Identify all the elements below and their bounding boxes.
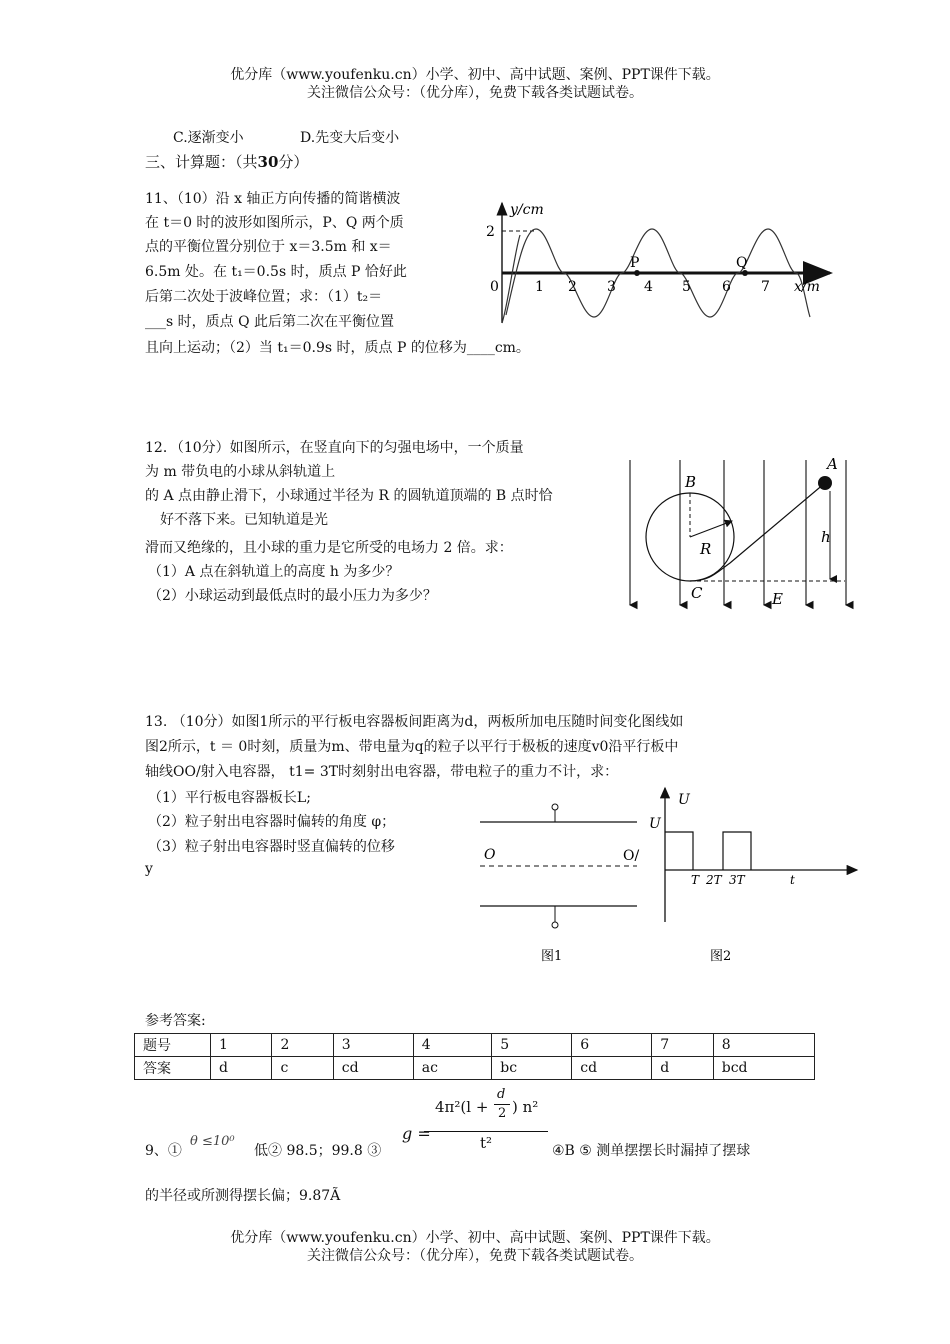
- label-c: C: [691, 584, 703, 602]
- q13-line: 图2所示，t ＝ 0时刻，质量为m、带电量为q的粒子以平行于极板的速度v0沿平行板中: [145, 739, 679, 755]
- formula-d: d: [497, 1087, 506, 1102]
- pulse-2: [723, 832, 751, 870]
- footer-line-2: 关注微信公众号：（优分库），免费下载各类试题试卷。: [307, 1248, 643, 1264]
- wave-start: [502, 235, 520, 323]
- q9-part4: ④B ⑤ 测单摆摆长时漏掉了摆球: [552, 1143, 751, 1159]
- table-cell: 8: [713, 1034, 814, 1057]
- origin-label: 0: [490, 279, 499, 295]
- q12-line: 滑而又绝缘的，且小球的重力是它所受的电场力 2 倍。求：: [145, 540, 513, 556]
- q11-line: 在 t＝0 时的波形如图所示，P、Q 两个质: [145, 215, 404, 231]
- formula-2: 2: [498, 1106, 507, 1121]
- row-label: 题号: [135, 1034, 211, 1057]
- voltage-figure: [645, 780, 865, 970]
- q9-condition: θ ≤10⁰: [190, 1134, 235, 1149]
- q9-part2: 低② 98.5；99.8 ③: [254, 1143, 382, 1159]
- formula-num: 4π²(l +: [435, 1098, 489, 1116]
- wave-figure: [480, 195, 840, 330]
- label-o-prime: O/: [623, 848, 640, 864]
- formula-tail: ) n²: [512, 1098, 539, 1116]
- header-line-2: 关注微信公众号：（优分库），免费下载各类试题试卷。: [307, 85, 643, 101]
- tick-label: 7: [761, 279, 770, 295]
- label-o: O: [484, 847, 496, 863]
- q13-line: （2）粒子射出电容器时偏转的角度 φ；: [148, 814, 396, 830]
- label-r: R: [700, 540, 712, 558]
- table-row: [135, 1034, 815, 1057]
- q11-line: ___s 时，质点 Q 此后第二次在平衡位置: [145, 314, 395, 330]
- loop-track-figure: [620, 455, 855, 615]
- section-suffix: 分）: [278, 153, 309, 171]
- tick-t: T: [691, 873, 700, 887]
- tick-label: 5: [682, 279, 691, 295]
- table-cell: d: [211, 1057, 272, 1080]
- table-row: [135, 1057, 815, 1080]
- q11-line: 且向上运动；（2）当 t₁＝0.9s 时，质点 P 的位移为____cm。: [145, 340, 530, 356]
- table-cell: cd: [333, 1057, 413, 1080]
- section-score: 30: [257, 153, 279, 171]
- label-h: h: [821, 528, 831, 546]
- pulse-1: [665, 832, 693, 870]
- choice-c: C.逐渐变小: [173, 130, 244, 146]
- q13-line: y: [145, 861, 153, 877]
- formula-inner-bar: [494, 1104, 510, 1105]
- radius-arrow: [690, 521, 732, 537]
- tick-label: 6: [722, 279, 731, 295]
- q9-prefix: 9、①: [145, 1143, 182, 1159]
- tick-3t: 3T: [729, 873, 745, 887]
- choice-d: D.先变大后变小: [300, 130, 400, 146]
- table-cell: bc: [492, 1057, 572, 1080]
- q13-line: （1）平行板电容器板长L;: [148, 790, 311, 806]
- y-label: y/cm: [510, 202, 544, 218]
- u-level-label: U: [649, 816, 661, 832]
- capacitor-figure: [475, 800, 650, 970]
- amp-label: 2: [486, 224, 495, 240]
- table-cell: 4: [413, 1034, 492, 1057]
- footer-line-1: 优分库（www.youfenku.cn）小学、初中、高中试题、案例、PPT课件下载。: [230, 1230, 720, 1246]
- formula-g: g =: [402, 1124, 431, 1143]
- answer-table: [134, 1033, 815, 1080]
- row-label: 答案: [135, 1057, 211, 1080]
- formula-fraction-bar: [424, 1131, 548, 1132]
- q11-line: 6.5m 处。在 t₁＝0.5s 时，质点 P 恰好此: [145, 264, 407, 280]
- table-cell: 6: [572, 1034, 652, 1057]
- section-heading: [145, 151, 308, 172]
- x-label: x/m: [794, 279, 820, 295]
- q9-line2: 的半径或所测得摆长偏；9.87Ã: [145, 1188, 341, 1204]
- page-header: [0, 66, 950, 102]
- p-label: P: [630, 255, 640, 271]
- q12-line: 为 m 带负电的小球从斜轨道上: [145, 464, 336, 480]
- t-axis-label: t: [790, 873, 795, 887]
- q13-line: 13. （10分）如图1所示的平行板电容器板间距离为d，两板所加电压随时间变化图线如: [145, 714, 684, 730]
- table-cell: 7: [652, 1034, 713, 1057]
- section-prefix: 三、计算题：（共: [145, 153, 258, 171]
- tick-2t: 2T: [706, 873, 722, 887]
- table-cell: bcd: [713, 1057, 814, 1080]
- q12-line: （1）A 点在斜轨道上的高度 h 为多少？: [148, 564, 400, 580]
- page-footer: [0, 1229, 950, 1265]
- label-a: A: [827, 455, 838, 473]
- table-cell: 3: [333, 1034, 413, 1057]
- fig1-caption: 图1: [541, 949, 563, 964]
- q11-line: 点的平衡位置分别位于 x＝3.5m 和 x＝: [145, 239, 392, 255]
- u-axis-label: U: [678, 792, 690, 808]
- bottom-terminal: [552, 922, 558, 928]
- fig2-caption: 图2: [710, 949, 732, 964]
- q13-line: （3）粒子射出电容器时竖直偏转的位移: [148, 839, 395, 855]
- formula-den: t²: [480, 1134, 493, 1152]
- answers-heading: 参考答案:: [145, 1013, 206, 1029]
- label-b: B: [685, 473, 697, 491]
- table-cell: 1: [211, 1034, 272, 1057]
- tick-label: 2: [568, 279, 577, 295]
- tick-label: 4: [644, 279, 653, 295]
- q-label: Q: [736, 255, 748, 271]
- label-e: E: [772, 590, 783, 608]
- table-cell: 5: [492, 1034, 572, 1057]
- q11-line: 后第二次处于波峰位置；求：（1）t₂＝: [145, 289, 383, 305]
- tick-label: 3: [607, 279, 616, 295]
- table-cell: 2: [272, 1034, 333, 1057]
- table-cell: c: [272, 1057, 333, 1080]
- q12-line: 的 A 点由静止滑下，小球通过半径为 R 的圆轨道顶端的 B 点时恰: [145, 488, 553, 504]
- q11-line: 11、（10）沿 x 轴正方向传播的简谐横波: [145, 191, 401, 207]
- table-cell: d: [652, 1057, 713, 1080]
- table-cell: ac: [413, 1057, 492, 1080]
- ball: [818, 476, 832, 490]
- header-line-1: 优分库（www.youfenku.cn）小学、初中、高中试题、案例、PPT课件下载。: [230, 67, 720, 83]
- table-cell: cd: [572, 1057, 652, 1080]
- formula-numerator: [435, 1098, 488, 1116]
- q13-line: 轴线OO/射入电容器， t1= 3T时刻射出电容器，带电粒子的重力不计，求：: [145, 764, 619, 780]
- q12-line: （2）小球运动到最低点时的最小压力为多少？: [148, 588, 437, 604]
- q12-line: 12．（10分）如图所示，在竖直向下的匀强电场中，一个质量: [145, 440, 524, 456]
- q12-line: 好不落下来。已知轨道是光: [160, 512, 328, 528]
- top-terminal: [552, 804, 558, 810]
- tick-label: 1: [535, 279, 544, 295]
